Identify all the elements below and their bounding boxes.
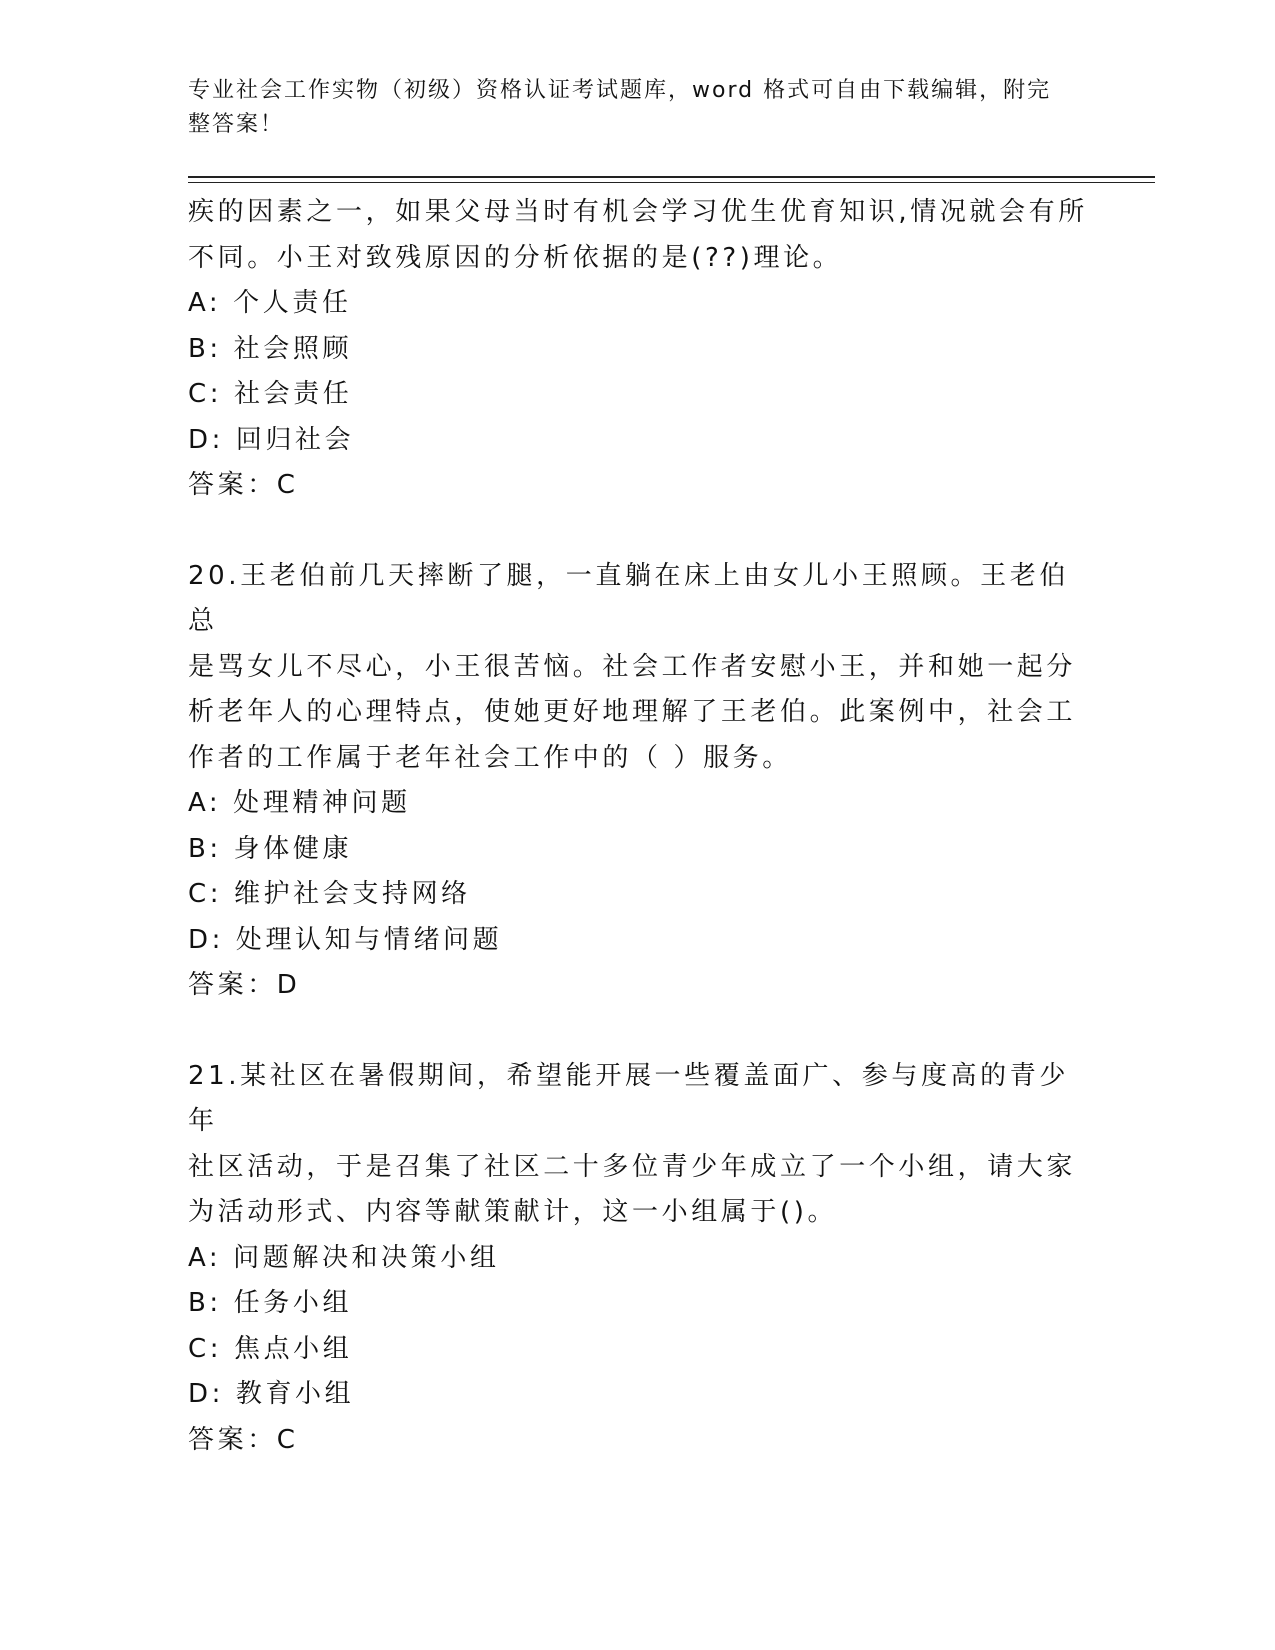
- question-stem-line: 20.王老伯前几天摔断了腿，一直躺在床上由女儿小王照顾。王老伯总: [188, 560, 1069, 636]
- question-block-19: [188, 190, 1088, 509]
- question-stem-line: 社区活动，于是召集了社区二十多位青少年成立了一个小组，请大家: [188, 1151, 1077, 1182]
- question-stem-line: 不同。小王对致残原因的分析依据的是(??)理论。: [188, 242, 843, 273]
- header-rule-thin: [188, 182, 1155, 183]
- answer-line: 答案：C: [188, 470, 299, 500]
- option-b: B: 任务小组: [188, 1288, 353, 1318]
- question-block-21: [188, 1054, 1088, 1464]
- question-stem-line: 21.某社区在暑假期间，希望能开展一些覆盖面广、参与度高的青少年: [188, 1060, 1069, 1136]
- question-stem-line: 析老年人的心理特点，使她更好地理解了王老伯。此案例中，社会工: [188, 697, 1077, 727]
- spacer: [188, 509, 1088, 554]
- option-c: C: 焦点小组: [188, 1333, 353, 1364]
- question-stem-line: 为活动形式、内容等献策献计，这一小组属于()。: [188, 1197, 838, 1227]
- answer-line: 答案：C: [188, 1424, 299, 1455]
- option-d: D: 处理认知与情绪问题: [188, 924, 503, 955]
- option-a: A: 处理精神问题: [188, 788, 411, 818]
- option-d: D: 教育小组: [188, 1379, 355, 1409]
- question-stem-line: 疾的因素之一，如果父母当时有机会学习优生优育知识,情况就会有所: [188, 197, 1088, 227]
- option-a: A: 问题解决和决策小组: [188, 1242, 500, 1273]
- option-b: B: 社会照顾: [188, 333, 353, 364]
- option-c: C: 维护社会支持网络: [188, 879, 471, 909]
- question-stem-line: 是骂女儿不尽心，小王很苦恼。社会工作者安慰小王，并和她一起分: [188, 651, 1077, 682]
- document-header: 专业社会工作实物（初级）资格认证考试题库，word 格式可自由下载编辑，附完整答案！: [188, 78, 1052, 137]
- question-stem-line: 作者的工作属于老年社会工作中的（ ）服务。: [188, 742, 792, 773]
- question-content: [188, 190, 1088, 1463]
- header-rule-thick: [188, 176, 1155, 178]
- option-a: A: 个人责任: [188, 288, 352, 318]
- spacer: [188, 1009, 1088, 1054]
- option-b: B: 身体健康: [188, 833, 353, 864]
- option-c: C: 社会责任: [188, 379, 353, 409]
- option-d: D: 回归社会: [188, 424, 355, 455]
- question-block-20: [188, 554, 1088, 1009]
- answer-line: 答案：D: [188, 970, 301, 1000]
